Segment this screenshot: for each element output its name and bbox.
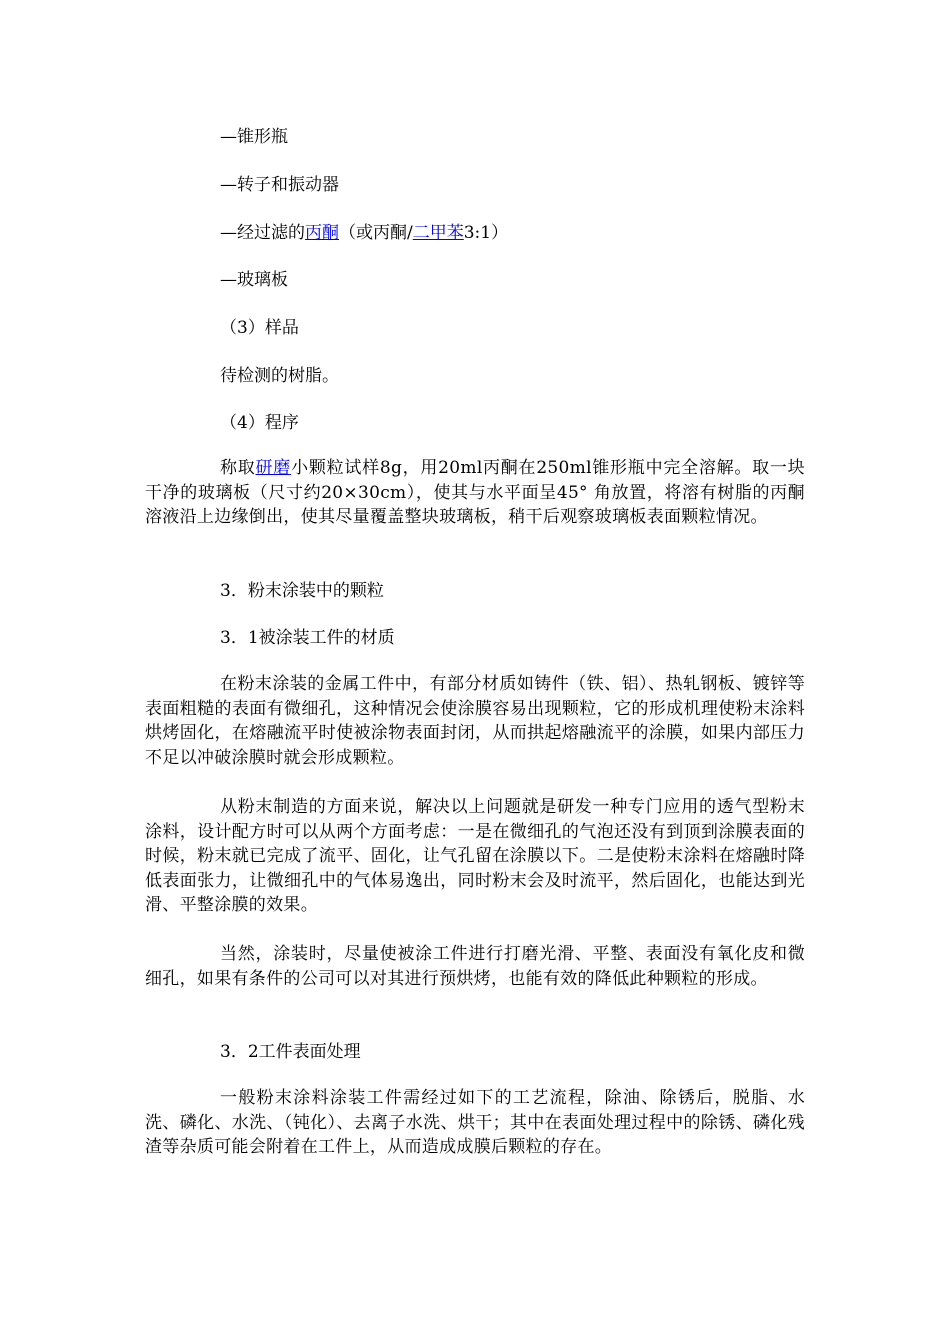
section3-2-paragraph: 一般粉末涂料涂装工件需经过如下的工艺流程，除油、除锈后，脱脂、水洗、磷化、水洗、（钝化）、去离子水洗、烘干；其中在表面处理过程中的除锈、磷化残渣等杂质可能会附着在工件上，从而造成成膜后颗粒的存在。 bbox=[145, 1088, 805, 1157]
procedure-heading: （4）程序 bbox=[220, 413, 299, 433]
item-acetone-mid: （或丙酮/ bbox=[339, 223, 413, 243]
item-acetone bbox=[220, 221, 508, 245]
item-rotor: —转子和振动器 bbox=[220, 175, 339, 195]
grinding-link[interactable]: 研磨 bbox=[255, 458, 292, 478]
item-glass: —玻璃板 bbox=[220, 270, 288, 290]
item-acetone-suffix: 3:1） bbox=[463, 223, 509, 243]
section3-1-heading: 3．1被涂装工件的材质 bbox=[220, 628, 395, 648]
sample-text: 待检测的树脂。 bbox=[220, 366, 339, 386]
acetone-link[interactable]: 丙酮 bbox=[305, 223, 339, 243]
section3-heading: 3．粉末涂装中的颗粒 bbox=[220, 581, 384, 601]
procedure-prefix: 称取 bbox=[220, 458, 256, 478]
xylene-link[interactable]: 二甲苯 bbox=[412, 223, 464, 243]
sample-heading: （3）样品 bbox=[220, 318, 299, 338]
section3-1-paragraph-3: 当然，涂装时，尽量使被涂工件进行打磨光滑、平整、表面没有氧化皮和微细孔，如果有条件的公司可以对其进行预烘烤，也能有效的降低此种颗粒的形成。 bbox=[145, 944, 805, 989]
section3-1-paragraph-2: 从粉末制造的方面来说，解决以上问题就是研发一种专门应用的透气型粉末涂料，设计配方时可以从两个方面考虑：一是在微细孔的气泡还没有到顶到涂膜表面的时候，粉末就已完成了流平、固化，让气孔留在涂膜以下。二是使粉末涂料在熔融时降低表面张力，让微细孔中的气体易逸出，同时粉末会及时流平，然后固化，也能达到光滑、平整涂膜的效果。 bbox=[145, 797, 805, 915]
item-flask: —锥形瓶 bbox=[220, 127, 288, 147]
procedure-rest: 小颗粒试样8g，用20ml丙酮在250ml锥形瓶中完全溶解。取一块干净的玻璃板（尺寸约20×30cm），使其与水平面呈45° 角放置，将溶有树脂的丙酮溶液沿上边缘倒出，使其尽量覆盖整块玻璃板，稍干后观察玻璃板表面颗粒情况。 bbox=[145, 458, 805, 527]
section3-2-heading: 3．2工件表面处理 bbox=[220, 1042, 361, 1062]
procedure-paragraph bbox=[145, 456, 805, 530]
section3-1-paragraph-1: 在粉末涂装的金属工件中，有部分材质如铸件（铁、铝）、热轧钢板、镀锌等表面粗糙的表面有微细孔，这种情况会使涂膜容易出现颗粒，它的形成机理使粉末涂料烘烤固化，在熔融流平时使被涂物表面封闭，从而拱起熔融流平的涂膜，如果内部压力不足以冲破涂膜时就会形成颗粒。 bbox=[145, 674, 805, 768]
item-acetone-prefix: —经过滤的 bbox=[220, 223, 305, 243]
